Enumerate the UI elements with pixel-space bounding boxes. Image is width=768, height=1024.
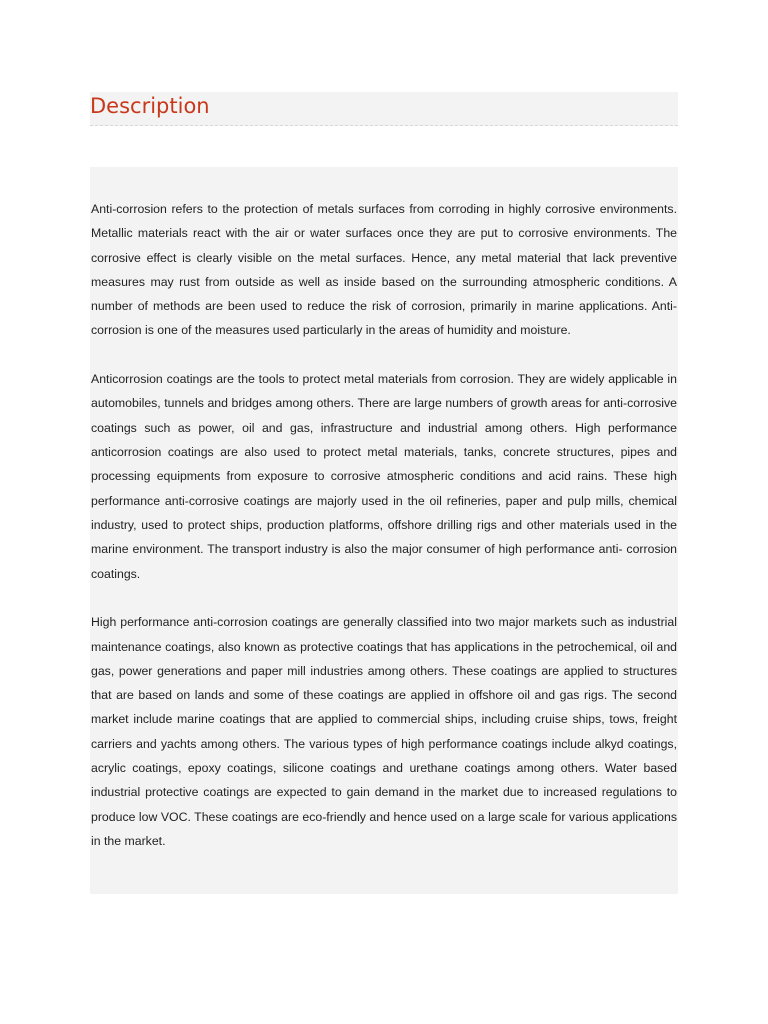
paragraph-coating-markets: High performance anti-corrosion coatings are generally classified into two major markets such as industrial maintenance coatings, also known as protective coatings that has applications in the petrochemical, oil and gas, power generations and paper mill industries among others. These coatings are applied to structures that are based on lands and some of these coatings are applied in offshore oil and gas rigs. The second market include marine coatings that are applied to commercial ships, including cruise ships, tows, freight carriers and yachts among others. The various types of high performance coatings include alkyd coatings, acrylic coatings, epoxy coatings, silicone coatings and urethane coatings among others. Water based industrial protective coatings are expected to gain demand in the market due to increased regulations to produce low VOC. These coatings are eco-friendly and hence used on a large scale for various applications in the market.	[91, 615, 677, 848]
paragraph-list	[91, 197, 677, 878]
paragraph-anti-corrosion-intro: Anti-corrosion refers to the protection of metals surfaces from corroding in highly corrosive environments. Metallic materials react with the air or water surfaces once they are put to corrosive environments. The corrosive effect is clearly visible on the metal surfaces. Hence, any metal material that lack preventive measures may rust from outside as well as inside based on the surrounding atmospheric conditions. A number of methods are been used to reduce the risk of corrosion, primarily in marine applications. Anti-corrosion is one of the measures used particularly in the areas of humidity and moisture.	[91, 202, 677, 338]
page-title: Description	[90, 94, 210, 118]
description-header	[90, 92, 678, 126]
description-content	[90, 167, 678, 894]
paragraph-anticorrosion-coatings: Anticorrosion coatings are the tools to protect metal materials from corrosion. They are widely applicable in automobiles, tunnels and bridges among others. There are large numbers of growth areas for anti-corrosive coatings such as power, oil and gas, infrastructure and industrial among others. High performance anticorrosion coatings are also used to protect metal materials, tanks, concrete structures, pipes and processing equipments from exposure to corrosive atmospheric conditions and acid rains. These high performance anti-corrosive coatings are majorly used in the oil refineries, paper and pulp mills, chemical industry, used to protect ships, production platforms, offshore drilling rigs and other materials used in the marine environment. The transport industry is also the major consumer of high performance anti- corrosion coatings.	[91, 372, 677, 581]
